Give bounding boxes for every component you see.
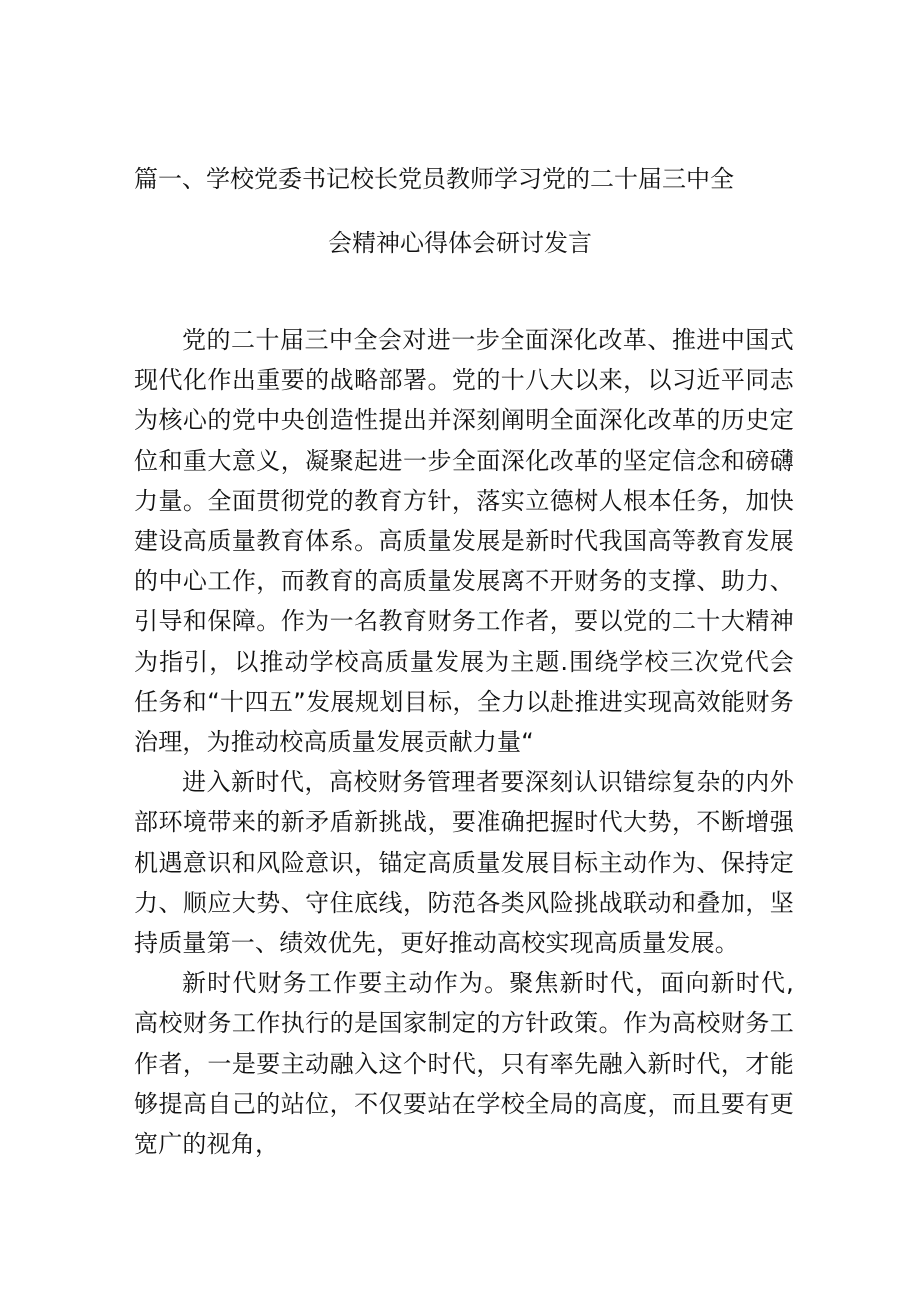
document-title-line-1: 篇一、学校党委书记校长党员教师学习党的二十届三中全 xyxy=(134,165,734,193)
paragraph-3: 新时代财务工作要主动作为。聚焦新时代，面向新时代,高校财务工作执行的是国家制定的方针政策。作为高校财务工作者，一是要主动融入这个时代，只有率先融入新时代，才能够提高自己的站位，不仅要站在学校全局的高度，而且要有更宽广的视角， xyxy=(134,969,794,1159)
paragraph-1: 党的二十届三中全会对进一步全面深化改革、推进中国式现代化作出重要的战略部署。党的十八大以来，以习近平同志为核心的党中央创造性提出并深刻阐明全面深化改革的历史定位和重大意义，凝聚起进一步全面深化改革的坚定信念和磅礴力量。全面贯彻党的教育方针，落实立德树人根本任务，加快建设高质量教育体系。高质量发展是新时代我国高等教育发展的中心工作，而教育的高质量发展离不开财务的支撑、助力、引导和保障。作为一名教育财务工作者，要以党的二十大精神为指引，以推动学校高质量发展为主题.围绕学校三次党代会任务和“十四五”发展规划目标，全力以赴推进实现高效能财务治理，为推动校高质量发展贡献力量“ xyxy=(134,326,794,757)
document-title-line-2: 会精神心得体会研讨发言 xyxy=(328,229,592,257)
paragraph-2: 进入新时代，高校财务管理者要深刻认识错综复杂的内外部环境带来的新矛盾新挑战，要准确把握时代大势，不断增强机遇意识和风险意识，锚定高质量发展目标主动作为、保持定力、顺应大势、守住底线，防范各类风险挑战联动和叠加，坚持质量第一、绩效优先，更好推动高校实现高质量发展。 xyxy=(134,768,794,958)
document-body xyxy=(134,320,794,1164)
